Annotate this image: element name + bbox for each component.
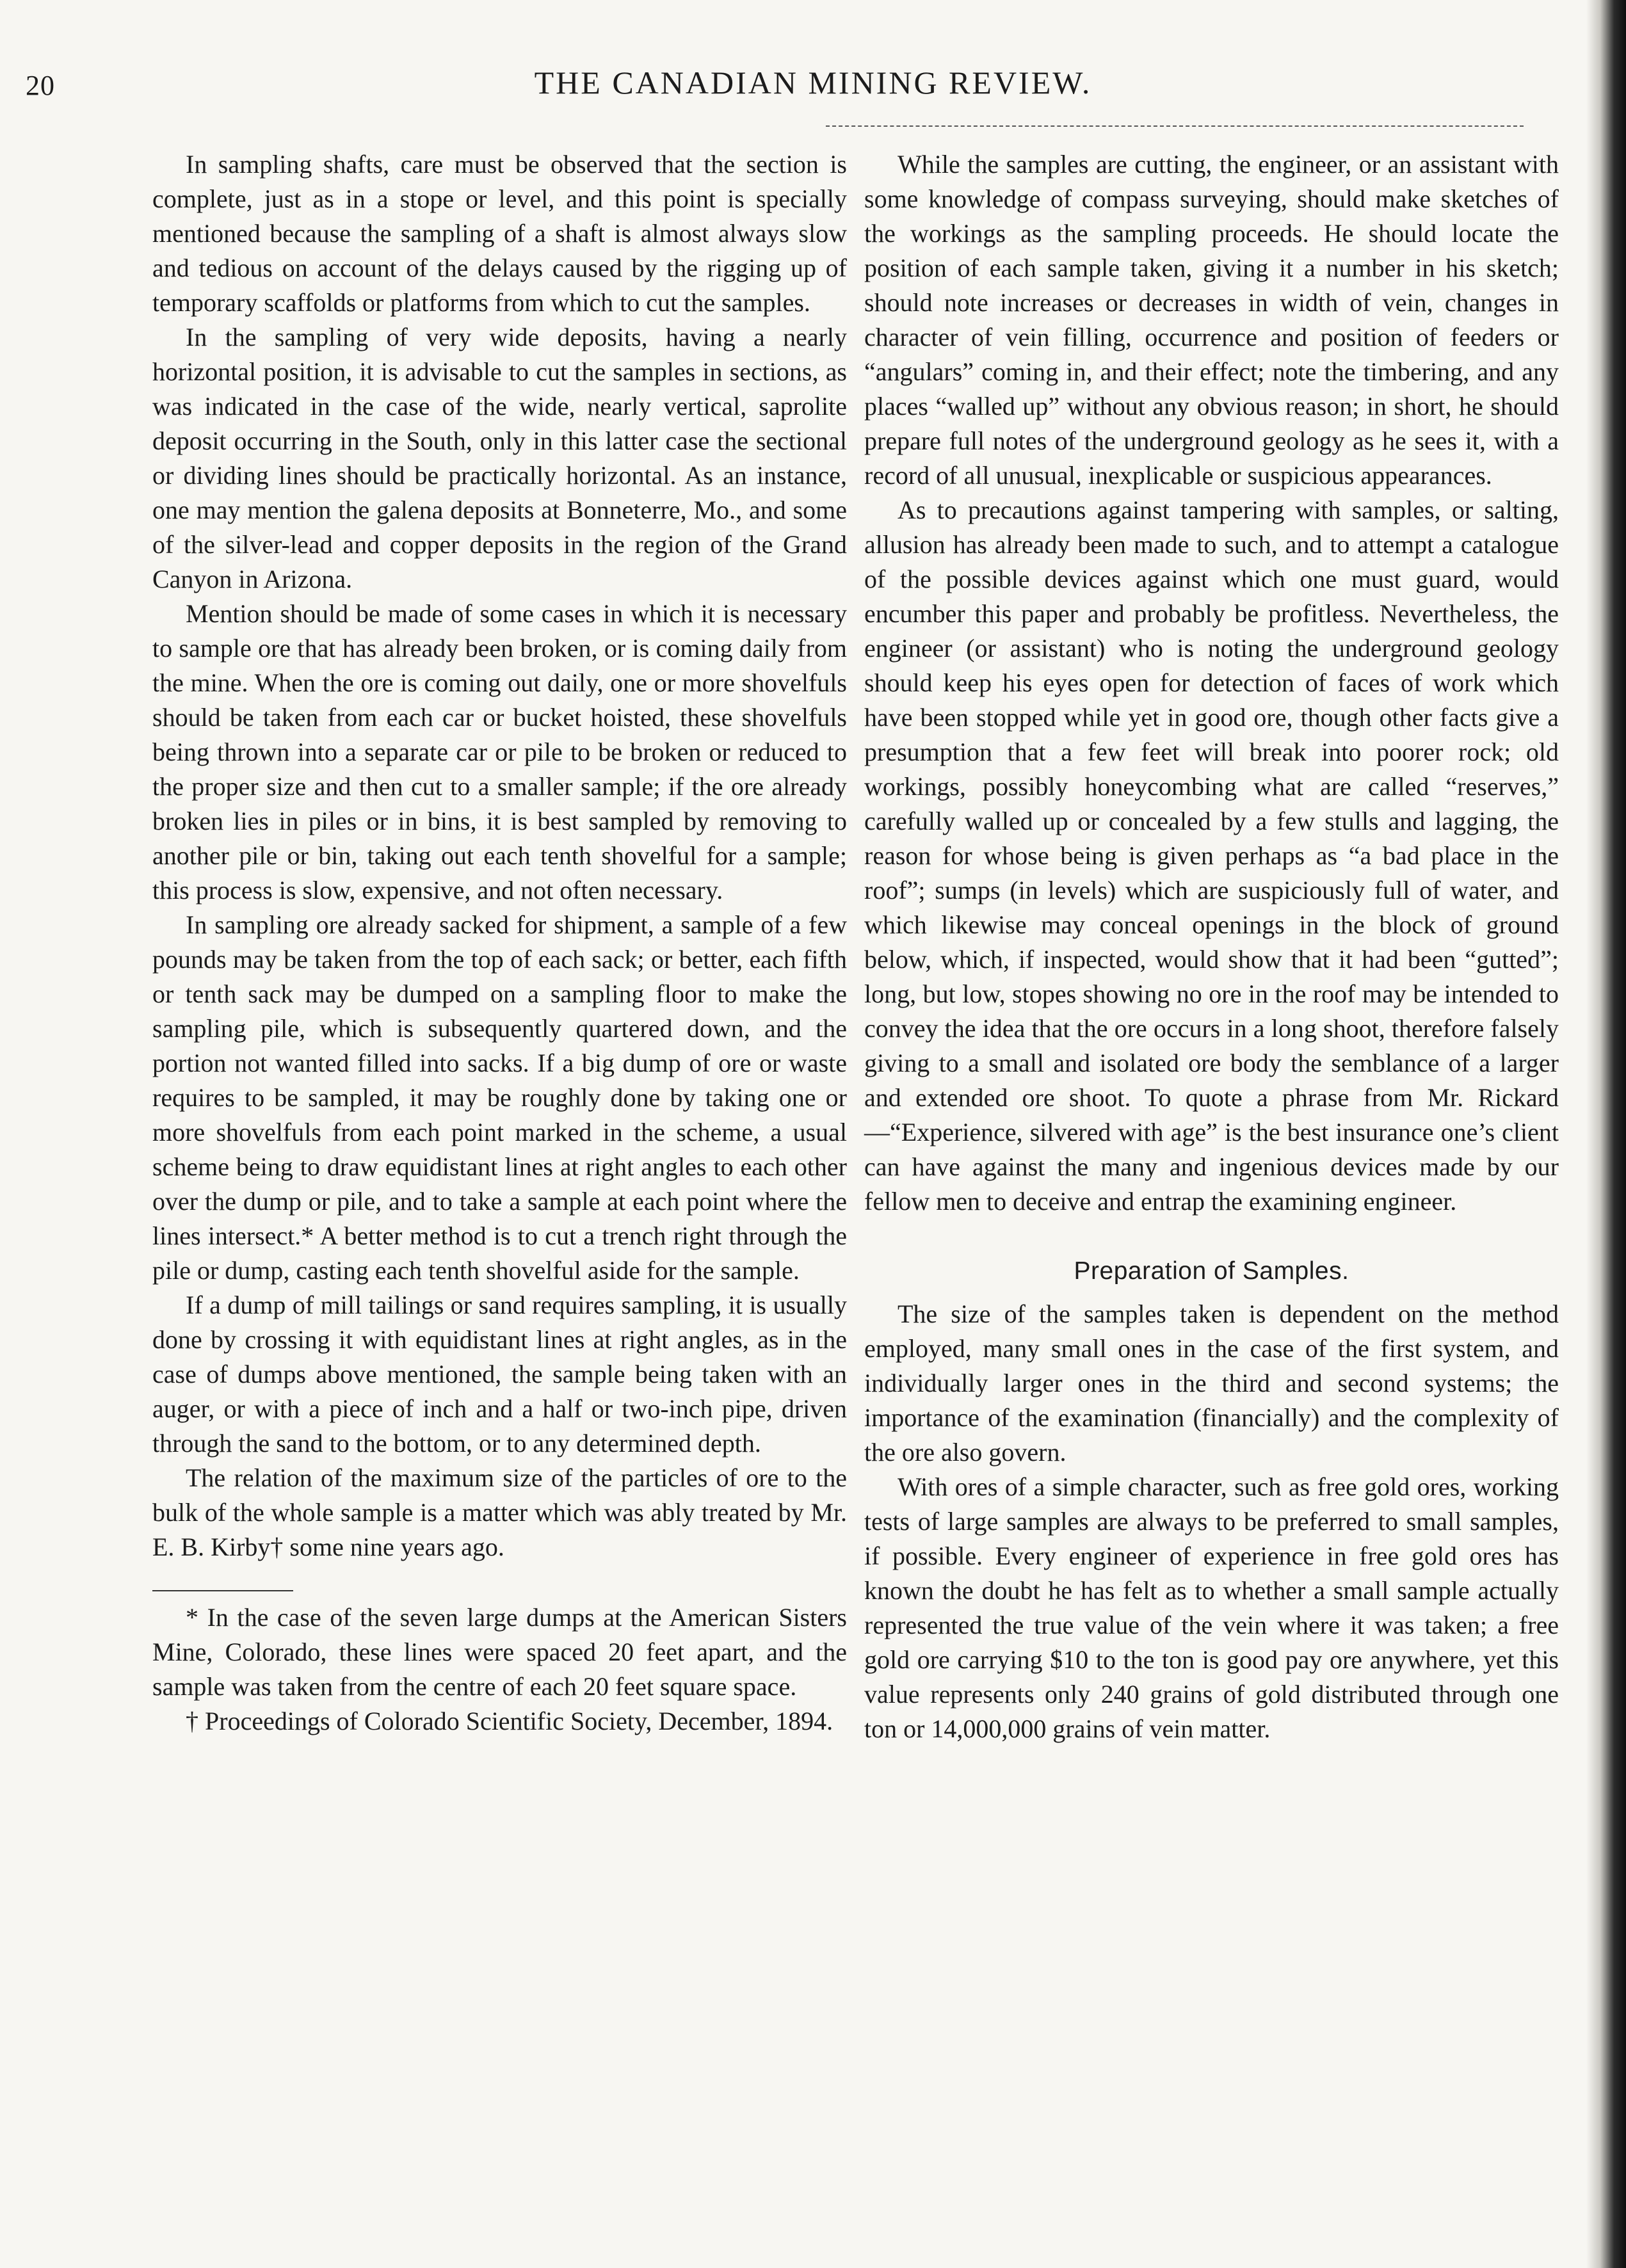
paragraph: In sampling ore already sacked for shipment, a sample of a few pounds may be taken from the top of each sack; or better, each fifth or tenth sack may be dumped on a sampling floor to make the sampling pile, which is subsequently quartered down, and the portion not wanted filled into sacks. If a big dump of ore or waste requires to be sampled, it may be roughly done by taking one or more shovelfuls from each point marked in the scheme, a usual scheme being to draw equidistant lines at right angles to each other over the dump or pile, and to take a sample at each point where the lines intersect.* A better method is to cut a trench right through the pile or dump, casting each tenth shovelful aside for the sample. [152,910,847,1285]
paragraph: With ores of a simple character, such as free gold ores, working tests of large samples are always to be preferred to small samples, if possible. Every engineer of experience in free gold ores has known the doubt he has felt as to whether a small sample actually represented the true value of the vein where it was taken; a free gold ore carrying $10 to the ton is good pay ore anywhere, yet this value represents only 240 grains of gold distributed through one ton or 14,000,000 grains of vein matter. [864,1472,1559,1743]
section-heading: Preparation of Samples. [1074,1257,1349,1285]
binding-edge [1586,0,1626,2268]
footnote: † Proceedings of Colorado Scientific Society, December, 1894. [186,1707,833,1735]
footnote-rule [152,1590,293,1591]
paragraph: The relation of the maximum size of the particles of ore to the bulk of the whole sample is a matter which was ably treated by Mr. E. B. Kirby† some nine years ago. [152,1463,847,1561]
right-column [864,147,1559,1746]
footnote: * In the case of the seven large dumps at the American Sisters Mine, Colorado, these lines were spaced 20 feet apart, and the sample was taken from the centre of each 20 feet square space. [152,1603,847,1701]
paragraph: In the sampling of very wide deposits, having a nearly horizontal position, it is advisable to cut the samples in sections, as was indicated in the case of the wide, nearly vertical, saprolite deposit occurring in the South, only in this latter case the sectional or dividing lines should be practically horizontal. As an instance, one may mention the galena deposits at Bonneterre, Mo., and some of the silver-lead and copper deposits in the region of the Grand Canyon in Arizona. [152,323,847,593]
paragraph: If a dump of mill tailings or sand requires sampling, it is usually done by crossing it with equidistant lines at right angles, as in the case of dumps above mentioned, the sample being taken with an auger, or with a piece of inch and a half or two-inch pipe, driven through the sand to the bottom, or to any determined depth. [152,1291,847,1458]
paragraph: The size of the samples taken is dependent on the method employed, many small ones in the case of the first system, and individually larger ones in the third and second systems; the importance of the examination (financially) and the complexity of the ore also govern. [864,1299,1559,1467]
paragraph: While the samples are cutting, the engineer, or an assistant with some knowledge of compass surveying, should make sketches of the workings as the sampling proceeds. He should locate the position of each sample taken, giving it a number in his sketch; should note increases or decreases in width of vein, changes in character of vein filling, occurrence and position of feeders or “angulars” coming in, and their effect; note the timbering, and any places “walled up” without any obvious reason; in short, he should prepare full notes of the underground geology as he sees it, with a record of all unusual, inexplicable or suspicious appearances. [864,150,1559,490]
paragraph: As to precautions against tampering with samples, or salting, allusion has already been made to such, and to attempt a catalogue of the possible devices against which one must guard, would encumber this paper and probably be profitless. Nevertheless, the engineer (or assistant) who is noting the underground geology should keep his eyes open for detection of faces of work which have been stopped while yet in good ore, though other facts give a presumption that a few feet will break into poorer rock; old workings, possibly honeycombing what are called “reserves,” carefully walled up or concealed by a few stulls and lagging, the reason for whose being is given perhaps as “a bad place in the roof”; sumps (in levels) which are suspiciously full of water, and which likewise may conceal openings in the block of ground below, which, if inspected, would show that it had been “gutted”; long, but low, stopes showing no ore in the roof may be intended to convey the idea that the ore occurs in a long shoot, therefore falsely giving to a small and isolated ore body the semblance of a larger and extended ore shoot. To quote a phrase from Mr. Rickard—“Experience, silvered with age” is the best insurance one’s client can have against the many and ingenious devices made by our fellow men to deceive and entrap the examining engineer. [864,495,1559,1216]
paragraph: Mention should be made of some cases in which it is necessary to sample ore that has already been broken, or is coming daily from the mine. When the ore is coming out daily, one or more shovelfuls should be taken from each car or bucket hoisted, these shovelfuls being thrown into a separate car or pile to be broken or reduced to the proper size and then cut to a smaller sample; if the ore already broken lies in piles or in bins, it is best sampled by removing to another pile or bin, taking out each tenth shovelful for a sample; this process is slow, expensive, and not often necessary. [152,599,847,905]
journal-title: THE CANADIAN MINING REVIEW. [534,65,1092,101]
page-number: 20 [26,70,55,101]
left-column [152,147,847,1739]
header-rule [826,125,1524,127]
paragraph: In sampling shafts, care must be observed that the section is complete, just as in a stope or level, and this point is specially mentioned because the sampling of a shaft is almost always slow and tedious on account of the delays caused by the rigging up of temporary scaffolds or platforms from which to cut the samples. [152,150,847,317]
